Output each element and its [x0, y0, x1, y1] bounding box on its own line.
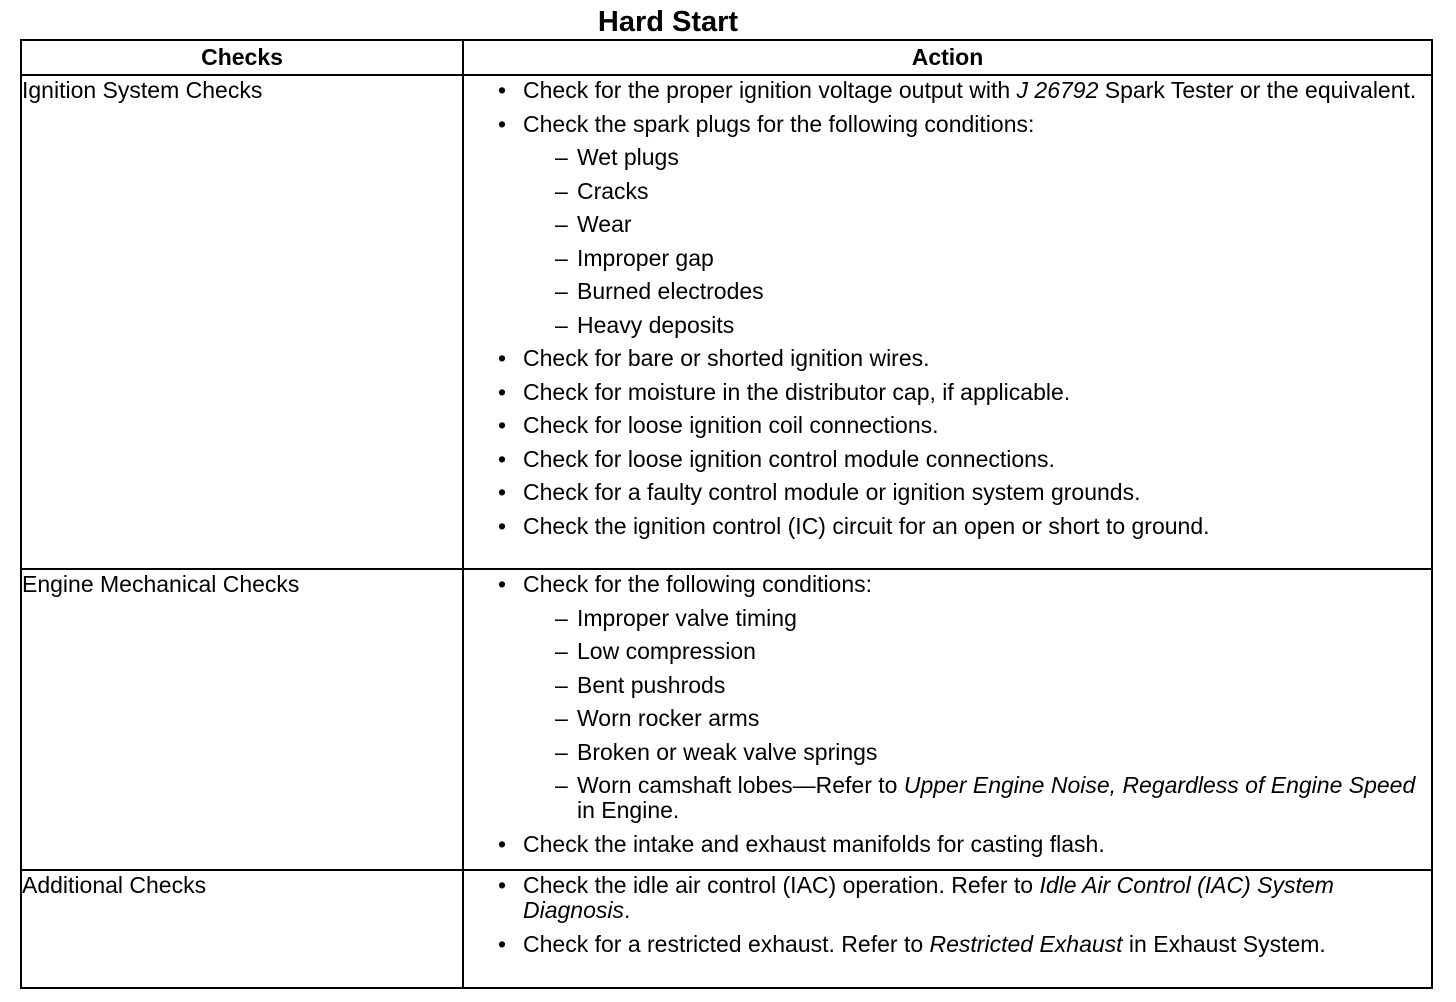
sub-list-item: – Wear — [555, 211, 632, 237]
list-item: • Check the intake and exhaust manifolds for casting flash. — [496, 832, 1421, 857]
sub-list-item: – Improper valve timing — [555, 604, 797, 631]
sub-list — [523, 145, 1421, 338]
list-item: • Check for moisture in the distributor cap, if applicable. — [496, 380, 1421, 405]
list-item: • Check for loose ignition coil connections. — [496, 413, 1421, 438]
list-item: • Check the spark plugs for the following conditions: – Wet plugs – Cracks – Wear – Improper gap – Burned electrodes – Heavy deposits — [496, 112, 1421, 338]
action-header: Action — [463, 40, 1432, 75]
list-item: • Check for bare or shorted ignition wires. — [496, 346, 1421, 371]
checks-header: Checks — [21, 40, 463, 75]
action-cell — [463, 75, 1432, 569]
table-row — [21, 870, 1432, 988]
sub-list — [523, 606, 1421, 824]
action-list — [464, 570, 1431, 869]
header-row — [21, 40, 1432, 75]
hard-start-table — [20, 39, 1433, 989]
action-list — [464, 76, 1431, 551]
sub-list-item: – Heavy deposits — [555, 311, 735, 338]
sub-list-item: – Bent pushrods — [555, 671, 726, 698]
list-item: • Check the ignition control (IC) circuit for an open or short to ground. — [496, 514, 1421, 539]
page-title: Hard Start — [597, 6, 739, 38]
list-item: • Check for loose ignition control module connections. — [496, 447, 1421, 472]
table-row — [21, 569, 1432, 870]
list-item: • Check for a faulty control module or ignition system grounds. — [496, 480, 1421, 505]
check-cell: Engine Mechanical Checks — [21, 569, 463, 870]
action-cell — [463, 569, 1432, 870]
list-item: • Check the idle air control (IAC) operation. Refer to Idle Air Control (IAC) System Diagnosis. — [496, 873, 1421, 923]
list-item: • Check for a restricted exhaust. Refer to Restricted Exhaust in Exhaust System. — [496, 932, 1421, 957]
sub-list-item: – Improper gap — [555, 244, 714, 271]
sub-list-item: – Broken or weak valve springs — [555, 738, 878, 765]
sub-list-item: – Burned electrodes — [555, 278, 764, 304]
sub-list-item: – Wet plugs — [555, 144, 679, 170]
list-item: • Check for the following conditions: – Improper valve timing – Low compression – Bent pushrods – Worn rocker arms – Broken or weak valve springs – Worn camshaft lobes—Refer to Upper Engine Noise, Regardless of Engine Speed in Engine. — [496, 572, 1421, 823]
sub-list-item: – Worn rocker arms — [555, 705, 760, 731]
table-row — [21, 75, 1432, 569]
sub-list-item: – Cracks — [555, 177, 649, 204]
check-cell: Additional Checks — [21, 870, 463, 988]
action-list — [464, 871, 1431, 969]
list-item: • Check for the proper ignition voltage output with J 26792 Spark Tester or the equivalent. — [496, 78, 1421, 103]
sub-list-item: – Low compression — [555, 638, 756, 664]
action-cell — [463, 870, 1432, 988]
check-cell: Ignition System Checks — [21, 75, 463, 569]
sub-list-item: – Worn camshaft lobes—Refer to Upper Engine Noise, Regardless of Engine Speed in Engine. — [555, 772, 1416, 823]
